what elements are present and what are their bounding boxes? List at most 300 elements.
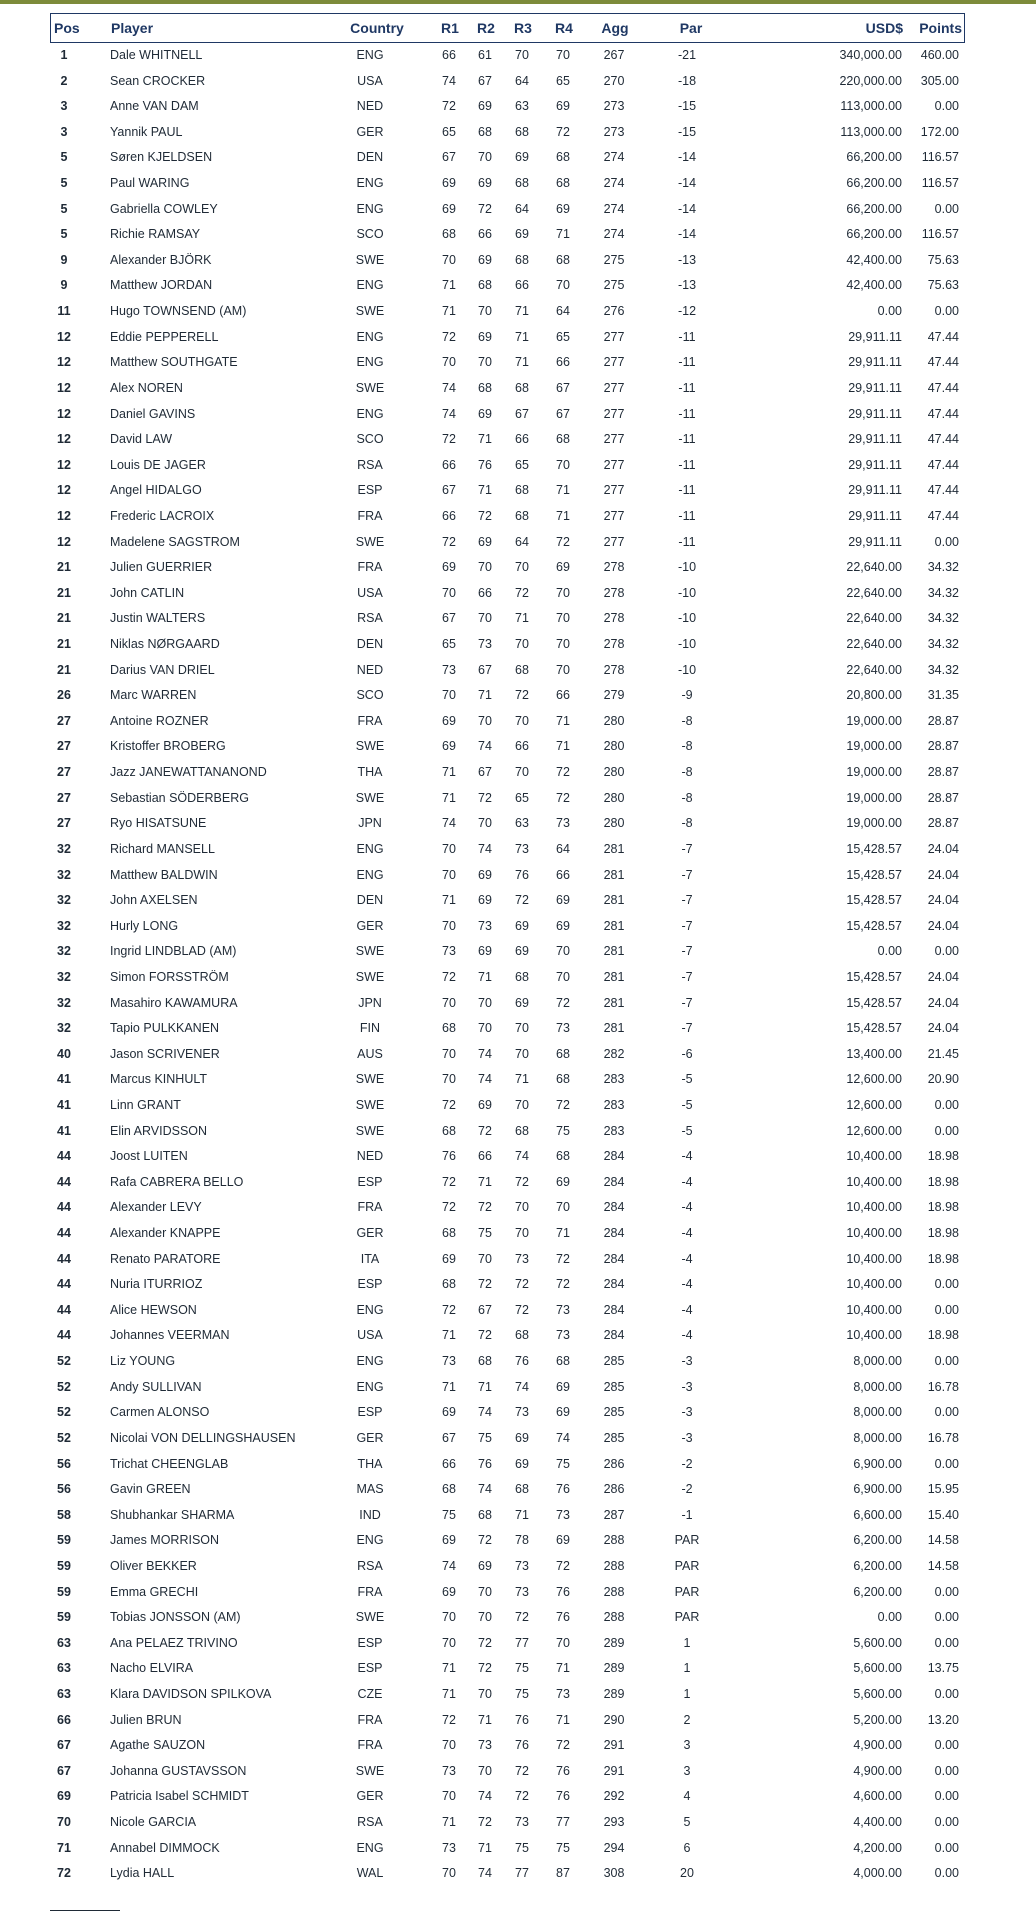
cell-country: ENG [356,406,384,421]
cell-r2: 68 [478,1354,492,1369]
cell-player: Kristoffer BROBERG [110,739,226,754]
cell-player: Nicolai VON DELLINGSHAUSEN [110,1430,296,1445]
cell-r3: 72 [515,688,529,703]
cell-agg: 267 [603,48,625,62]
cell-r4: 66 [556,688,570,703]
cell-r4: 87 [556,1866,570,1881]
cell-r1: 70 [442,995,456,1010]
cell-par: -1 [681,1507,693,1522]
cell-country: ESP [357,1635,383,1650]
cell-r4: 69 [556,918,570,933]
cell-agg: 274 [603,227,625,242]
cell-pos: 70 [57,1815,71,1830]
cell-agg: 284 [603,1200,625,1215]
table-row [50,530,965,556]
cell-agg: 281 [603,867,625,882]
cell-r1: 74 [442,1558,456,1573]
cell-r1: 72 [442,1302,456,1317]
cell-points: 28.87 [927,713,959,728]
cell-par: 6 [683,1840,691,1855]
cell-r4: 70 [556,944,570,959]
cell-r1: 70 [442,1610,456,1625]
cell-r4: 68 [556,1149,570,1164]
cell-pos: 11 [57,304,71,319]
cell-r3: 65 [515,457,529,472]
cell-points: 15.40 [927,1507,959,1522]
cell-pos: 32 [57,841,71,856]
cell-points: 18.98 [927,1174,959,1189]
cell-r2: 69 [478,534,492,549]
cell-points: 47.44 [927,355,959,370]
cell-r2: 74 [478,841,492,856]
cell-player: Julien BRUN [110,1712,182,1727]
cell-pos: 44 [57,1200,71,1215]
cell-r4: 76 [556,1763,570,1778]
cell-r4: 71 [556,227,570,242]
table-row [50,939,965,965]
cell-r4: 68 [556,1046,570,1061]
cell-r3: 68 [515,662,529,677]
cell-points: 24.04 [927,918,959,933]
cell-r2: 70 [478,1021,492,1036]
header-r3: R3 [514,20,532,36]
cell-usd: 0.00 [877,944,902,959]
cell-agg: 287 [603,1507,625,1522]
cell-r3: 68 [515,1328,529,1343]
cell-agg: 273 [603,124,625,139]
cell-r4: 69 [556,1533,570,1548]
cell-usd: 10,400.00 [846,1277,902,1292]
cell-r4: 68 [556,432,570,447]
table-row [50,1631,965,1657]
table-row [50,478,965,504]
cell-r3: 69 [515,995,529,1010]
table-row [50,1272,965,1298]
cell-country: ESP [357,1661,383,1676]
cell-par: -4 [681,1174,693,1189]
cell-agg: 291 [603,1738,625,1753]
cell-agg: 273 [603,99,625,114]
cell-pos: 52 [57,1379,71,1394]
cell-country: CZE [357,1687,383,1701]
cell-points: 0.00 [934,944,959,959]
cell-points: 21.45 [927,1046,959,1061]
cell-par: 1 [683,1687,691,1701]
cell-r3: 70 [515,713,529,728]
cell-points: 15.95 [927,1482,959,1497]
cell-par: -11 [678,432,696,447]
cell-par: -4 [681,1200,693,1215]
cell-usd: 15,428.57 [846,841,902,856]
cell-agg: 274 [603,176,625,191]
cell-r3: 77 [515,1635,529,1650]
cell-country: SWE [355,252,385,267]
cell-r3: 73 [515,1815,529,1830]
table-row [50,1503,965,1529]
cell-usd: 22,640.00 [846,662,902,677]
cell-r1: 70 [442,252,456,267]
cell-r1: 70 [442,1635,456,1650]
cell-par: -3 [681,1379,693,1394]
cell-player: Ryo HISATSUNE [110,816,207,831]
cell-r3: 68 [515,252,529,267]
cell-usd: 66,200.00 [846,227,902,242]
cell-country: GER [356,1789,384,1804]
cell-r3: 72 [515,1302,529,1317]
cell-r2: 69 [478,1097,492,1112]
cell-agg: 270 [603,73,625,88]
cell-r2: 70 [478,560,492,575]
cell-agg: 277 [603,483,625,498]
cell-player: Carmen ALONSO [110,1405,210,1420]
cell-r3: 72 [515,1789,529,1804]
cell-par: -7 [681,969,693,984]
cell-r4: 73 [556,1328,570,1343]
cell-country: RSA [357,1815,383,1830]
cell-r4: 69 [556,1174,570,1189]
cell-par: -11 [678,508,696,523]
cell-r2: 71 [478,483,492,498]
cell-player: John AXELSEN [110,893,198,908]
cell-par: -7 [681,867,693,882]
cell-pos: 59 [57,1584,71,1599]
cell-r2: 67 [478,662,492,677]
cell-r3: 69 [515,944,529,959]
cell-r2: 71 [478,1712,492,1727]
cell-r2: 70 [478,1584,492,1599]
cell-pos: 41 [57,1072,71,1087]
cell-pos: 12 [57,483,71,498]
cell-r1: 70 [442,1789,456,1804]
cell-par: -4 [681,1302,693,1317]
cell-par: -14 [677,176,697,191]
cell-country: NED [356,1149,384,1164]
cell-r3: 68 [515,969,529,984]
cell-par: -8 [681,739,693,754]
cell-r3: 68 [515,176,529,191]
cell-par: -3 [681,1405,693,1420]
cell-r4: 74 [556,1430,570,1445]
cell-r1: 71 [442,304,456,319]
cell-par: 1 [683,1635,691,1650]
cell-r2: 70 [478,304,492,319]
cell-pos: 27 [57,816,71,831]
cell-r3: 75 [515,1840,529,1855]
cell-points: 47.44 [927,329,959,344]
cell-pos: 32 [57,1021,71,1036]
cell-player: Sebastian SÖDERBERG [110,790,249,805]
cell-points: 16.78 [927,1430,959,1445]
cell-pos: 32 [57,995,71,1010]
cell-par: -13 [677,252,697,267]
cell-points: 75.63 [927,252,959,267]
cell-r1: 67 [442,150,456,165]
cell-pos: 21 [57,585,71,600]
cell-country: ENG [356,201,384,216]
cell-usd: 29,911.11 [848,406,902,421]
cell-player: Søren KJELDSEN [110,150,213,165]
cell-country: GER [356,1430,384,1445]
cell-agg: 286 [603,1456,625,1471]
cell-r4: 70 [556,1635,570,1650]
cell-par: -9 [681,688,693,703]
cell-pos: 44 [57,1302,71,1317]
cell-agg: 283 [603,1123,625,1138]
cell-player: Joost LUITEN [110,1149,188,1164]
cell-country: SWE [355,304,385,319]
cell-r1: 70 [442,585,456,600]
cell-player: Matthew JORDAN [110,278,213,293]
cell-par: -4 [681,1251,693,1266]
cell-usd: 0.00 [877,304,902,319]
cell-par: -8 [681,816,693,831]
cell-r3: 71 [515,1507,529,1522]
cell-player: Darius VAN DRIEL [110,662,215,677]
cell-par: -5 [681,1097,693,1112]
cell-pos: 12 [57,534,71,549]
cell-country: SCO [356,227,384,242]
cell-r3: 74 [515,1149,529,1164]
table-row [50,1375,965,1401]
cell-r4: 72 [556,1277,570,1292]
cell-r3: 72 [515,893,529,908]
cell-r2: 67 [478,765,492,780]
cell-player: Elin ARVIDSSON [110,1123,208,1138]
cell-r3: 63 [515,99,529,114]
cell-agg: 281 [603,995,625,1010]
cell-points: 14.58 [927,1558,959,1573]
cell-r2: 70 [478,1251,492,1266]
cell-country: THA [357,1456,383,1471]
cell-r2: 70 [478,1763,492,1778]
cell-r2: 76 [478,457,492,472]
cell-r2: 70 [478,1610,492,1625]
cell-country: USA [357,1328,383,1343]
cell-agg: 285 [603,1430,625,1445]
cell-player: Hugo TOWNSEND (AM) [110,304,247,319]
cell-country: ESP [357,1277,383,1292]
cell-r1: 72 [442,969,456,984]
cell-pos: 59 [57,1533,71,1548]
cell-r1: 68 [442,1482,456,1497]
cell-par: -15 [677,99,697,114]
header-points: Points [919,20,962,36]
cell-player: Frederic LACROIX [110,508,215,523]
cell-points: 28.87 [927,739,959,754]
cell-pos: 12 [57,406,71,421]
cell-player: Niklas NØRGAARD [110,637,220,652]
cell-par: -4 [681,1328,693,1343]
cell-r4: 70 [556,662,570,677]
cell-r1: 68 [442,1226,456,1241]
cell-country: RSA [357,1558,383,1573]
cell-par: -11 [678,457,696,472]
cell-r2: 74 [478,1866,492,1881]
cell-r3: 73 [515,1558,529,1573]
cell-par: -7 [681,1021,693,1036]
cell-country: ESP [357,1405,383,1420]
cell-usd: 42,400.00 [846,278,902,293]
cell-usd: 12,600.00 [846,1072,902,1087]
cell-r3: 68 [515,124,529,139]
cell-r3: 65 [515,790,529,805]
cell-r3: 69 [515,918,529,933]
cell-agg: 280 [603,739,625,754]
cell-r1: 71 [442,278,456,293]
cell-points: 34.32 [927,662,959,677]
cell-country: NED [356,662,384,677]
cell-par: -14 [677,227,697,242]
cell-pos: 27 [57,765,71,780]
cell-r1: 72 [442,1712,456,1727]
cell-points: 47.44 [927,406,959,421]
cell-agg: 292 [603,1789,625,1804]
cell-usd: 10,400.00 [846,1251,902,1266]
cell-country: USA [357,73,383,88]
cell-points: 0.00 [934,1405,959,1420]
cell-r2: 70 [478,1687,492,1701]
cell-r2: 69 [478,99,492,114]
cell-r3: 76 [515,1738,529,1753]
cell-r4: 72 [556,1251,570,1266]
cell-player: Trichat CHEENGLAB [110,1456,229,1471]
cell-r2: 70 [478,713,492,728]
cell-country: ENG [356,1379,384,1394]
table-row [50,248,965,274]
cell-points: 34.32 [927,611,959,626]
cell-points: 24.04 [927,969,959,984]
cell-player: Alex NOREN [110,380,183,395]
cell-player: Alexander LEVY [110,1200,202,1215]
table-row [50,1247,965,1273]
cell-r3: 68 [515,1482,529,1497]
cell-r1: 68 [442,1123,456,1138]
cell-r3: 70 [515,1046,529,1061]
table-row [50,376,965,402]
cell-r2: 72 [478,1123,492,1138]
cell-r3: 72 [515,585,529,600]
cell-r1: 75 [442,1507,456,1522]
cell-r1: 76 [442,1149,456,1164]
cell-pos: 44 [57,1251,71,1266]
cell-r1: 67 [442,1430,456,1445]
cell-points: 20.90 [927,1072,959,1087]
cell-points: 24.04 [927,1021,959,1036]
cell-r4: 73 [556,1021,570,1036]
cell-r3: 70 [515,765,529,780]
cell-r1: 72 [442,534,456,549]
cell-country: SWE [355,1097,385,1112]
cell-agg: 275 [603,278,625,293]
cell-r1: 69 [442,1405,456,1420]
cell-pos: 44 [57,1149,71,1164]
cell-r1: 67 [442,611,456,626]
cell-points: 116.57 [921,176,959,191]
cell-pos: 12 [57,380,71,395]
cell-par: -12 [677,304,697,319]
table-row [50,1682,965,1708]
cell-points: 0.00 [934,1610,959,1625]
cell-points: 0.00 [934,1840,959,1855]
cell-r4: 73 [556,816,570,831]
cell-pos: 12 [57,508,71,523]
cell-par: PAR [674,1610,700,1625]
cell-r2: 68 [478,124,492,139]
cell-usd: 8,000.00 [853,1405,902,1420]
cell-country: ENG [356,329,384,344]
cell-pos: 32 [57,893,71,908]
cell-r3: 71 [515,1072,529,1087]
cell-r4: 71 [556,739,570,754]
cell-r4: 77 [556,1815,570,1830]
cell-player: Marc WARREN [110,688,197,703]
cell-country: GER [356,918,384,933]
cell-r4: 70 [556,1200,570,1215]
cell-points: 116.57 [921,150,959,165]
cell-usd: 220,000.00 [839,73,902,88]
table-row [50,171,965,197]
cell-player: Klara DAVIDSON SPILKOVA [110,1687,272,1701]
table-row [50,1708,965,1734]
cell-player: Ana PELAEZ TRIVINO [110,1635,238,1650]
cell-r3: 73 [515,841,529,856]
cell-r1: 72 [442,432,456,447]
cell-r1: 72 [442,1174,456,1189]
cell-par: -11 [678,355,696,370]
cell-r3: 71 [515,611,529,626]
cell-country: FRA [357,1712,383,1727]
cell-country: NED [356,99,384,114]
cell-agg: 274 [603,150,625,165]
cell-r2: 72 [478,1533,492,1548]
cell-player: Renato PARATORE [110,1251,221,1266]
cell-pos: 52 [57,1354,71,1369]
cell-r1: 70 [442,918,456,933]
table-row [50,914,965,940]
cell-usd: 10,400.00 [846,1200,902,1215]
cell-usd: 29,911.11 [848,380,902,395]
table-row [50,683,965,709]
cell-par: -13 [677,278,697,293]
cell-r2: 72 [478,790,492,805]
cell-usd: 22,640.00 [846,611,902,626]
footer-rule [50,1910,120,1911]
cell-agg: 274 [603,201,625,216]
cell-player: Alexander BJÖRK [110,252,212,267]
cell-pos: 44 [57,1328,71,1343]
cell-pos: 63 [57,1687,71,1701]
cell-country: ESP [357,1174,383,1189]
cell-r2: 61 [478,48,492,62]
cell-r3: 70 [515,48,529,62]
cell-r4: 69 [556,99,570,114]
cell-pos: 41 [57,1097,71,1112]
cell-r1: 71 [442,765,456,780]
cell-country: SCO [356,432,384,447]
table-row [50,197,965,223]
cell-r2: 74 [478,739,492,754]
cell-player: Antoine ROZNER [110,713,209,728]
cell-r1: 71 [442,1687,456,1701]
cell-agg: 282 [603,1046,625,1061]
cell-r4: 71 [556,483,570,498]
cell-pos: 72 [57,1866,71,1881]
cell-r3: 76 [515,1354,529,1369]
cell-r1: 68 [442,1277,456,1292]
table-row [50,1452,965,1478]
cell-r1: 73 [442,1354,456,1369]
cell-r2: 74 [478,1482,492,1497]
